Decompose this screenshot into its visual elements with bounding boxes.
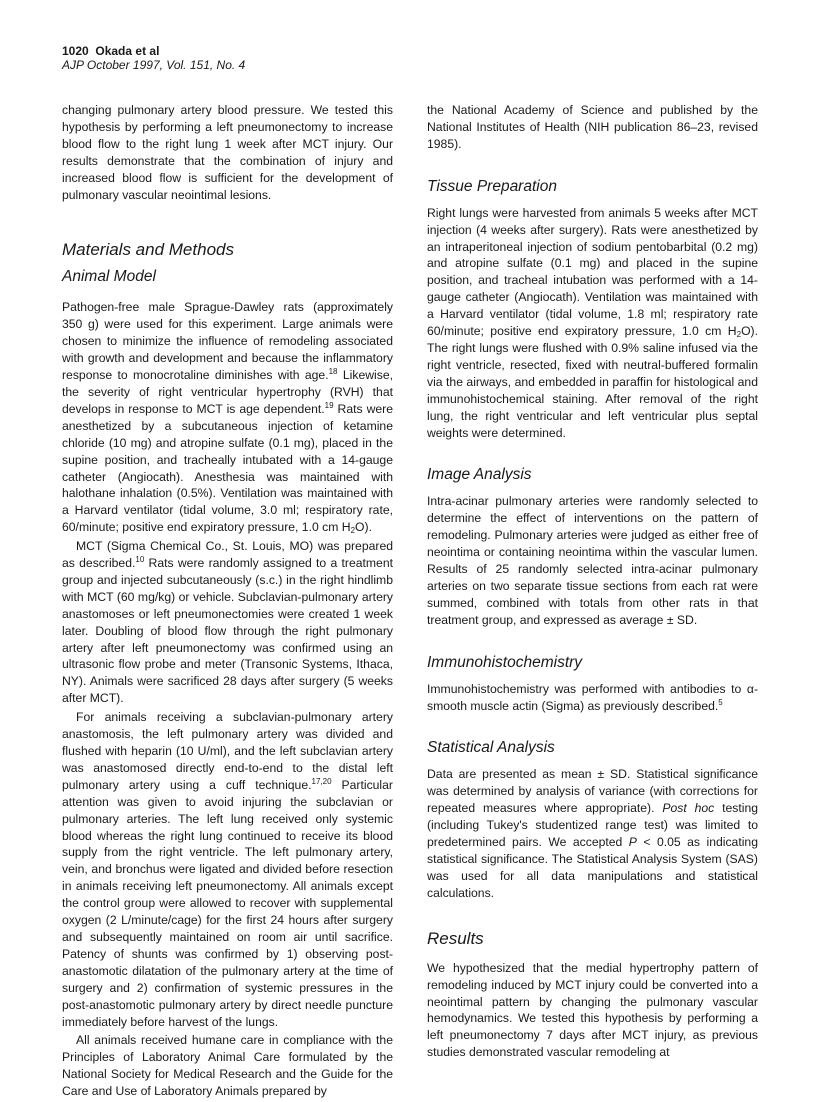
- immunohistochemistry-paragraph: Immunohistochemistry was performed with antibodies to α-smooth muscle actin (Sigma) as previously described.$^5$: [427, 681, 758, 713]
- left-column: [62, 102, 393, 1100]
- statistical-analysis-heading: Statistical Analysis: [427, 739, 555, 757]
- animal-model-paragraph-4: All animals received humane care in compliance with the Principles of Laboratory Animal Care formulated by the National Society for Medical Research and the Guide for the Care and Use of Laboratory Animals prepared by: [62, 1033, 393, 1099]
- intro-paragraph: changing pulmonary artery blood pressure. We tested this hypothesis by performing a left pneumonectomy to increase blood flow to the right lung 1 week after MCT injury. Our results demonstrate that the combination of injury and increased blood flow is sufficient for the development of pulmonary vascular neointimal lesions.: [62, 103, 393, 202]
- right-column: [427, 102, 758, 1061]
- results-paragraph: We hypothesized that the medial hypertrophy pattern of remodeling induced by MCT injury could be converted into a neointimal pattern by changing the pulmonary vascular hemodynamics. We tested this hypothesis by performing a left pneumonectomy 7 days after MCT injury, as previous studies demonstrated vascular remodeling at: [427, 960, 758, 1060]
- tissue-preparation-heading: Tissue Preparation: [427, 177, 557, 195]
- image-analysis-heading: Image Analysis: [427, 466, 532, 484]
- tissue-preparation-paragraph: Right lungs were harvested from animals 5 weeks after MCT injection (4 weeks after surgery). Rats were anesthetized by an intraperitoneal injection of sodium pentobarbital (0.2 mg) and atropine sulfate (0.1 mg) and placed in the supine position, and tracheal intubation was performed with a 14-gauge catheter (Angiocath). Ventilation was maintained with a Harvard ventilator (tidal volume, 1.8 ml; respiratory rate 60/minute; positive end expiratory pressure, 1.0 cm $H_2O$). The right lungs were flushed with 0.9% saline infused via the right ventricle, resected, fixed with neutral-buffered formalin via the airways, and embedded in paraffin for histological and immunohistochemical staining. After removal of the right lung, the right ventricular and left ventricular plus septal weights were determined.: [427, 205, 758, 440]
- animal-model-paragraph-1: Pathogen-free male Sprague-Dawley rats (approximately 350 g) were used for this experiment. Large animals were chosen to minimize the influence of remodeling associated with growth and development and because the inflammatory response to monocrotaline diminishes with age.$^{18}$ Likewise, the severity of right ventricular hypertrophy (RVH) that develops in response to MCT is age dependent.$^{19}$ Rats were anesthetized by a subcutaneous injection of ketamine chloride (10 mg) and atropine sulfate (0.1 mg), placed in the supine position, and tracheally intubated with a 14-gauge catheter (Angiocath). Anesthesia was maintained with halothane inhalation (0.5%). Ventilation was maintained with a Harvard ventilator (tidal volume, 3.0 ml; respiratory rate, 60/minute; positive end expiratory pressure, 1.0 cm $H_2O$).: [62, 300, 393, 536]
- page-number: 1020: [62, 44, 89, 58]
- continued-paragraph: the National Academy of Science and published by the National Institutes of Health (NIH publication 86–23, revised 1985).: [427, 103, 758, 151]
- animal-model-heading: Animal Model: [62, 268, 156, 286]
- animal-model-paragraph-2: MCT (Sigma Chemical Co., St. Louis, MO) was prepared as described.$^{10}$ Rats were randomly assigned to a treatment group and injected subcutaneously (s.c.) in the right hindlimb with MCT (60 mg/kg) or vehicle. Subclavian-pulmonary artery anastomoses or left pneumonectomies were created 1 week later. Doubling of blood flow through the right pulmonary artery after left pneumonectomy was confirmed using an ultrasonic flow probe and meter (Transonic Systems, Ithaca, NY). Animals were sacrificed 28 days after surgery (5 weeks after MCT).: [62, 539, 393, 706]
- results-heading: Results: [427, 928, 484, 948]
- citation-ref: 5: [718, 697, 723, 707]
- image-analysis-paragraph: Intra-acinar pulmonary arteries were randomly selected to determine the effect of interventions on the pattern of remodeling. Pulmonary arteries were judged as either free of neointima or containing neointima within the vascular lumen. Results of 25 randomly selected intra-acinar pulmonary arteries on two separate tissue sections from each rat were summed, combined with totals from other rats in that treatment group, and expressed as average ± SD.: [427, 494, 758, 627]
- running-authors: Okada et al: [95, 44, 160, 58]
- immunohistochemistry-heading: Immunohistochemistry: [427, 653, 583, 671]
- animal-model-paragraph-3: For animals receiving a subclavian-pulmonary artery anastomosis, the left pulmonary artery was divided and flushed with heparin (10 U/ml), and the left subclavian artery was anastomosed directly end-to-end to the distal left pulmonary artery using a cuff technique.$^{17,20}$ Particular attention was given to avoid injuring the subclavian or pulmonary arteries. The left lung received only systemic blood whereas the right lung continued to receive its blood supply from the right ventricle. The left pulmonary artery, vein, and bronchus were ligated and divided before resection in animals receiving left pneumonectomy. All animals except the control group were allowed to recover with supplemental oxygen (2 L/minute/cage) for the first 24 hours after surgery and subsequently maintained on room air until sacrifice. Patency of shunts was confirmed by 1) observing post-anastomotic dilatation of the pulmonary artery at the time of surgery and 2) confirmation of systemic pressures in the post-anastomotic pulmonary artery by direct needle puncture immediately before harvest of the lungs.: [62, 710, 393, 1029]
- materials-methods-heading: Materials and Methods: [62, 240, 234, 260]
- statistical-analysis-paragraph: Data are presented as mean ± SD. Statistical significance was determined by analysis of variance (with corrections for repeated measures where appropriate). Post hoc testing (including Tukey's studentized range test) was limited to predetermined pairs. We accepted P < 0.05 as indicating statistical significance. The Statistical Analysis System (SAS) was used for all data manipulations and statistical calculations.: [427, 767, 758, 900]
- citation-ref: 19: [324, 400, 334, 410]
- citation-ref: 17,20: [311, 776, 332, 786]
- running-header: [62, 44, 245, 72]
- citation-ref: 18: [328, 367, 338, 377]
- citation-ref: 10: [135, 555, 145, 565]
- journal-citation: AJP October 1997, Vol. 151, No. 4: [62, 58, 246, 72]
